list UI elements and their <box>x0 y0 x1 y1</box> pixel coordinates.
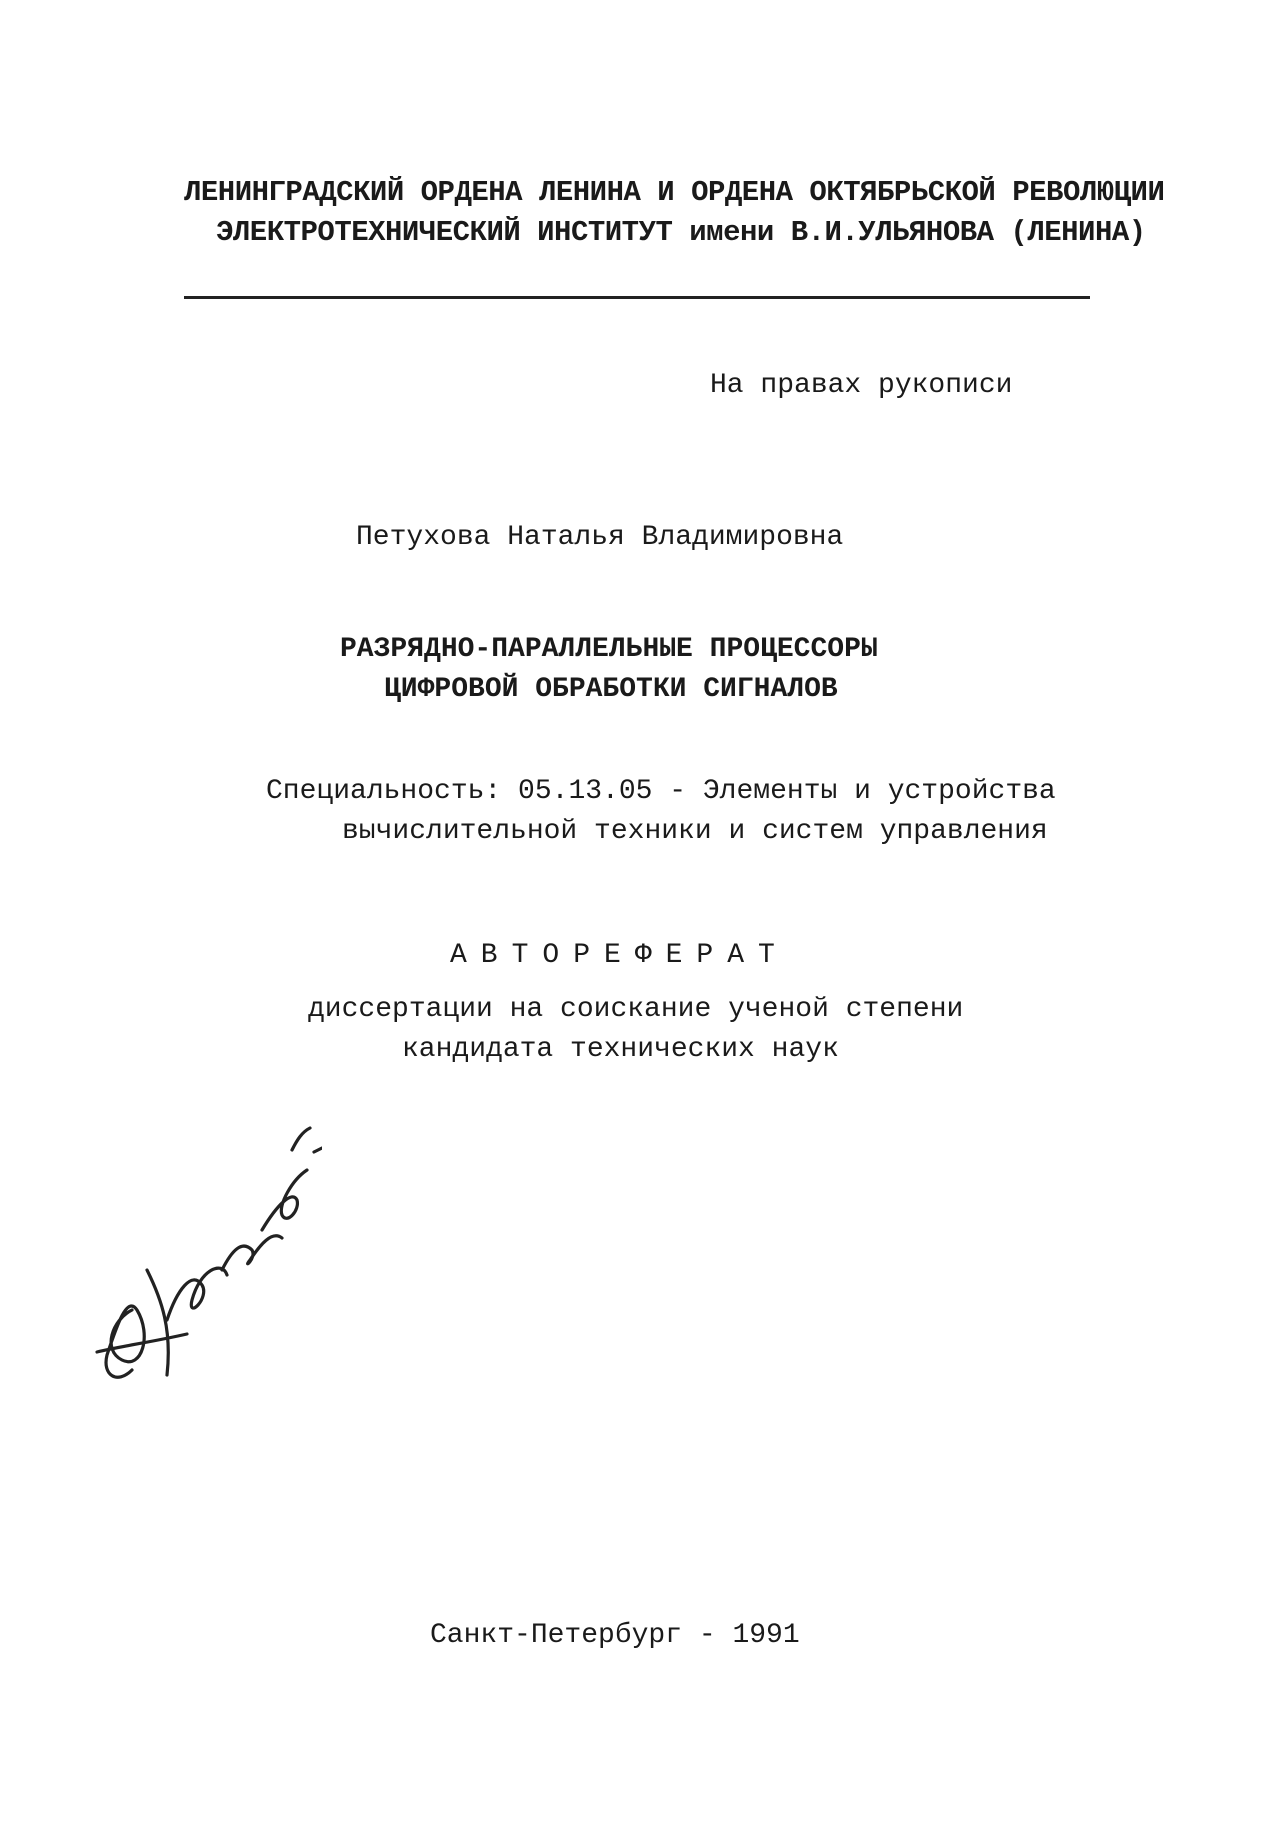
specialty-line-2: вычислительной техники и систем управления <box>342 816 1048 847</box>
specialty-line-1: Специальность: 05.13.05 - Элементы и устройства <box>266 776 1056 807</box>
manuscript-note: На правах рукописи <box>710 370 1013 401</box>
header-divider <box>184 296 1090 299</box>
dissertation-title-line-2: ЦИФРОВОЙ ОБРАБОТКИ СИГНАЛОВ <box>384 674 838 705</box>
abstract-line-2: кандидата технических наук <box>402 1034 839 1065</box>
abstract-line-1: диссертации на соискание ученой степени <box>308 994 964 1025</box>
dissertation-title-line-1: РАЗРЯДНО-ПАРАЛЛЕЛЬНЫЕ ПРОЦЕССОРЫ <box>340 634 878 665</box>
city-and-year: Санкт-Петербург - 1991 <box>430 1620 800 1651</box>
institute-header-line-1: ЛЕНИНГРАДСКИЙ ОРДЕНА ЛЕНИНА И ОРДЕНА ОКТЯБРЬСКОЙ РЕВОЛЮЦИИ <box>184 176 1165 209</box>
abstract-heading: АВТОРЕФЕРАТ <box>450 940 789 971</box>
author-name: Петухова Наталья Владимировна <box>356 522 844 553</box>
handwritten-signature <box>92 1120 322 1400</box>
institute-header-line-2: ЭЛЕКТРОТЕХНИЧЕСКИЙ ИНСТИТУТ имени В.И.УЛЬЯНОВА (ЛЕНИНА) <box>216 216 1146 249</box>
